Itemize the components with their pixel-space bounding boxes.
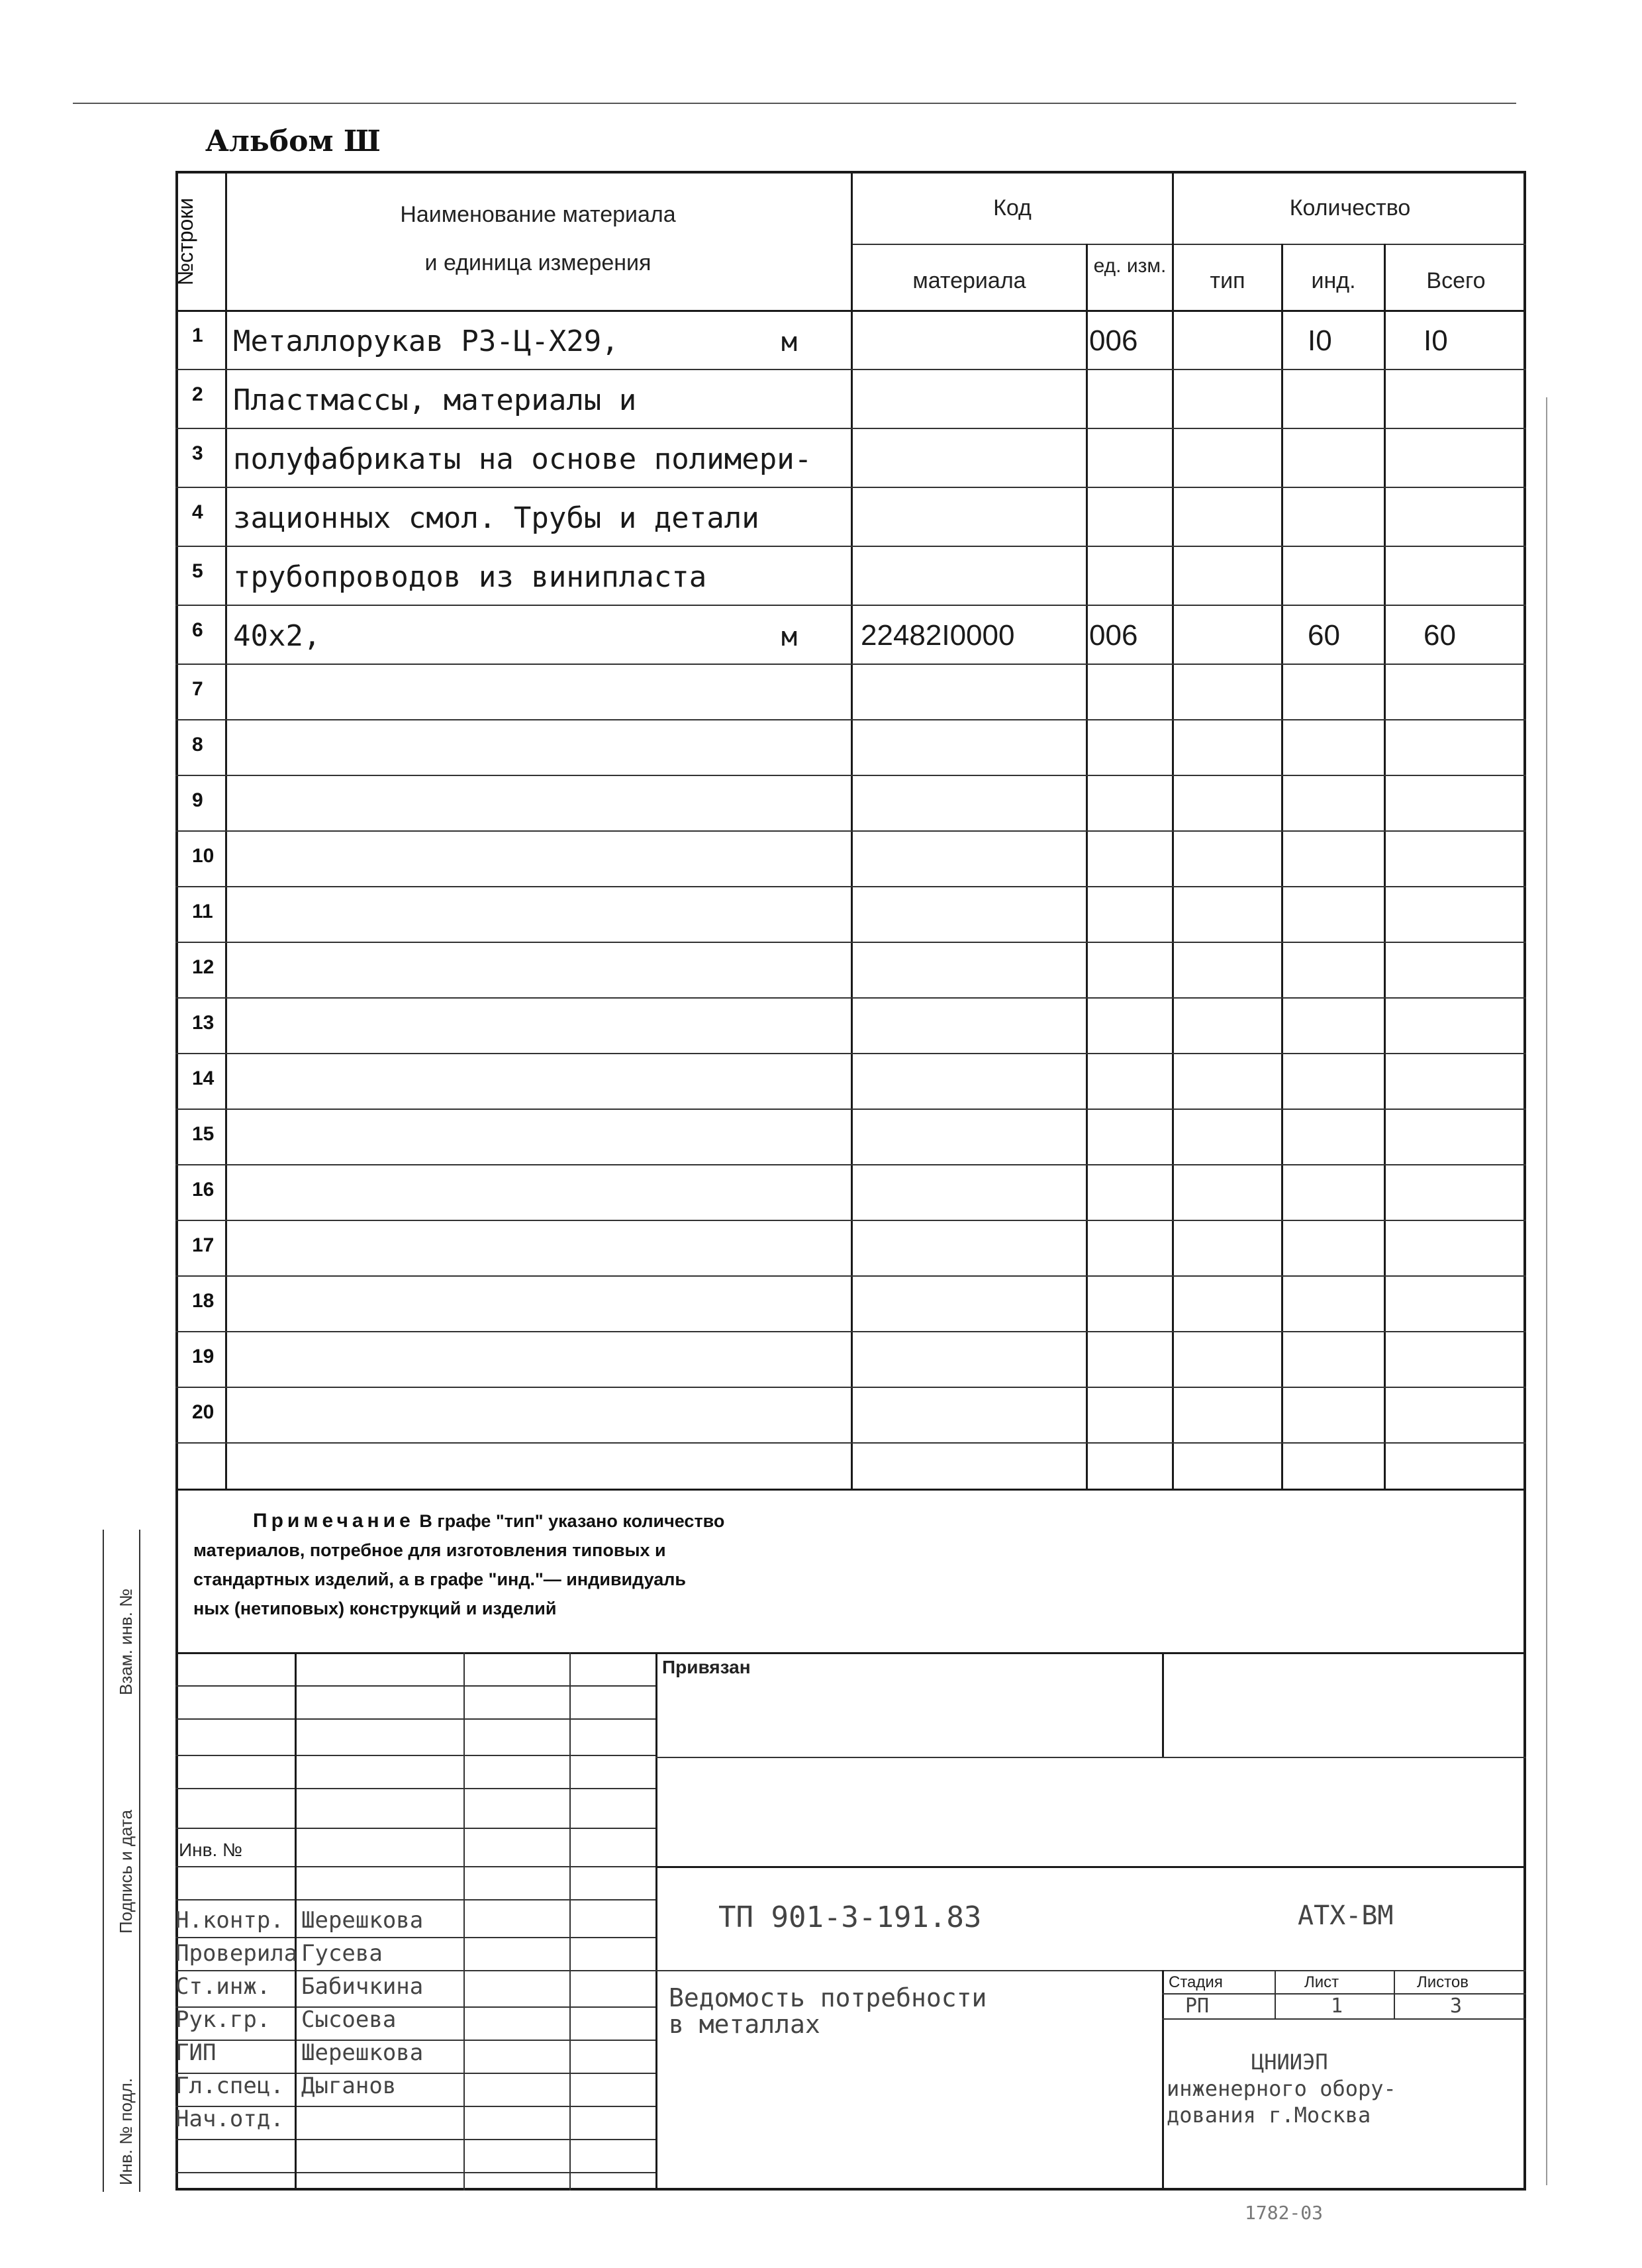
row-divider bbox=[175, 1164, 1526, 1165]
scan-edge-right bbox=[1546, 397, 1547, 2185]
unit-code: 006 bbox=[1089, 619, 1138, 652]
row-divider bbox=[175, 1442, 1526, 1444]
header-code-unit: ед. изм. bbox=[1093, 255, 1167, 277]
row-divider bbox=[175, 886, 1526, 887]
row-number: 16 bbox=[192, 1179, 215, 1201]
row-number: 5 bbox=[192, 560, 203, 582]
row-number: 10 bbox=[192, 845, 215, 867]
unit-of-measure: м bbox=[781, 622, 798, 652]
header-mid-line bbox=[853, 244, 1526, 245]
note-line4: ных (нетиповых) конструкций и изделий bbox=[193, 1599, 557, 1618]
sidebar-line-1 bbox=[103, 1530, 104, 2192]
project-code: ТП 901-3-191.83 bbox=[718, 1900, 982, 1934]
album-title: Альбом Ш bbox=[205, 124, 381, 158]
org-line2: инженерного обору- bbox=[1167, 2076, 1396, 2101]
privyazan-label: Привязан bbox=[662, 1657, 751, 1677]
row-divider bbox=[175, 546, 1526, 547]
sheets-value: 3 bbox=[1450, 1995, 1463, 2018]
signature-row-line bbox=[175, 1685, 655, 1687]
row-divider bbox=[175, 942, 1526, 943]
sig-vline-3 bbox=[569, 1652, 571, 2191]
bottom-number: 1782-03 bbox=[1245, 2202, 1324, 2224]
doc-title-line1: Ведомость потребности bbox=[669, 1983, 987, 2012]
signature-role: Рук.гр. bbox=[175, 2006, 271, 2033]
row-divider bbox=[175, 1387, 1526, 1388]
material-name: Пластмассы, материалы и bbox=[233, 383, 637, 417]
signature-row-line bbox=[175, 2139, 655, 2140]
row-divider bbox=[175, 1220, 1526, 1221]
sidebar-label-2: Подпись и дата bbox=[116, 1809, 136, 1934]
qty-ind: 60 bbox=[1308, 619, 1340, 652]
qty-total: 60 bbox=[1424, 619, 1456, 652]
row-number: 6 bbox=[192, 619, 203, 641]
header-name-line2: и единица измерения bbox=[424, 250, 652, 275]
row-divider bbox=[175, 428, 1526, 429]
row-number: 9 bbox=[192, 789, 203, 811]
col-line-code bbox=[1086, 244, 1088, 1489]
row-divider bbox=[175, 775, 1526, 776]
note-line2: материалов, потребное для изготовления типовых и bbox=[193, 1540, 666, 1560]
signature-name: Гусева bbox=[301, 1940, 383, 1967]
row-divider bbox=[175, 1053, 1526, 1054]
tb-line-stage-hdr bbox=[1162, 1993, 1526, 1995]
tb-vline-sheet bbox=[1275, 1970, 1276, 2018]
row-divider bbox=[175, 1109, 1526, 1110]
header-qty-ind: инд. bbox=[1311, 268, 1356, 293]
signature-name: Бабичкина bbox=[301, 1973, 424, 2000]
material-name: трубопроводов из винипласта bbox=[233, 560, 707, 594]
row-number: 15 bbox=[192, 1123, 215, 1145]
qty-ind: I0 bbox=[1308, 324, 1332, 357]
signature-role: ГИП bbox=[175, 2040, 217, 2066]
org-line1: ЦНИИЭП bbox=[1251, 2049, 1328, 2075]
row-number: 4 bbox=[192, 501, 203, 523]
signature-row-line bbox=[175, 1937, 655, 1938]
note-line1: В графе "тип" указано количество bbox=[419, 1511, 725, 1531]
tb-line-2 bbox=[655, 1866, 1526, 1868]
signature-role: Нач.отд. bbox=[175, 2106, 284, 2132]
note-title: Примечание bbox=[253, 1510, 414, 1532]
sheet-label: Лист bbox=[1304, 1973, 1339, 1991]
scan-edge-line bbox=[73, 103, 1516, 104]
col-line-ind bbox=[1384, 244, 1386, 1489]
row-number: 1 bbox=[192, 324, 203, 346]
row-divider bbox=[175, 997, 1526, 999]
sidebar-line-2 bbox=[139, 1530, 140, 2192]
header-code-material: материала bbox=[912, 268, 1026, 293]
tb-vline-sheets bbox=[1394, 1970, 1395, 2018]
titleblock-top-line bbox=[175, 1652, 1526, 1654]
doc-title-line2: в металлах bbox=[669, 2010, 820, 2039]
row-number: 2 bbox=[192, 383, 203, 405]
signature-name: Сысоева bbox=[301, 2006, 397, 2033]
row-number: 20 bbox=[192, 1401, 215, 1423]
signature-row-line bbox=[175, 1970, 655, 1971]
sheet-code: АТХ-ВМ bbox=[1298, 1900, 1394, 1931]
row-number: 17 bbox=[192, 1234, 215, 1256]
unit-code: 006 bbox=[1089, 324, 1138, 357]
signature-row-line bbox=[175, 1828, 655, 1829]
row-number: 3 bbox=[192, 442, 203, 464]
signature-row-line bbox=[175, 1718, 655, 1720]
row-divider bbox=[175, 1275, 1526, 1277]
note-line3: стандартных изделий, а в графе "инд."— индивидуаль bbox=[193, 1569, 687, 1589]
sig-vline-2 bbox=[463, 1652, 465, 2191]
note-block bbox=[193, 1506, 988, 1623]
row-number: 11 bbox=[192, 901, 213, 922]
col-line-type bbox=[1281, 244, 1283, 1489]
signature-name: Дыганов bbox=[301, 2073, 397, 2099]
sig-vline-1 bbox=[295, 1652, 297, 2191]
tb-vline-stage bbox=[1162, 1970, 1164, 2191]
sheet-value: 1 bbox=[1331, 1995, 1343, 2018]
signature-row-line bbox=[175, 1866, 655, 1867]
signature-row-line bbox=[175, 1899, 655, 1900]
stage-label: Стадия bbox=[1169, 1973, 1223, 1991]
signature-role: Гл.спец. bbox=[175, 2073, 284, 2099]
material-name: Металлорукав РЗ-Ц-Х29, bbox=[233, 324, 619, 358]
header-name-line1: Наименование материала bbox=[400, 202, 676, 227]
header-qty-total: Всего bbox=[1426, 268, 1486, 293]
row-divider bbox=[175, 1331, 1526, 1332]
row-number: 13 bbox=[192, 1012, 215, 1034]
sidebar-label-3: Инв. № подл. bbox=[116, 2078, 136, 2185]
header-quantity: Количество bbox=[1289, 195, 1411, 221]
row-divider bbox=[175, 719, 1526, 720]
tb-line-3 bbox=[655, 1970, 1526, 1971]
material-name: зационных смол. Трубы и детали bbox=[233, 501, 759, 535]
row-number: 19 bbox=[192, 1346, 215, 1367]
material-name: 40х2, bbox=[233, 619, 321, 653]
tb-vline-privyazan bbox=[1162, 1652, 1164, 1758]
header-qty-type: тип bbox=[1210, 268, 1245, 293]
tb-line-1 bbox=[655, 1757, 1526, 1758]
row-number: 8 bbox=[192, 734, 203, 756]
header-row-number: №строки bbox=[173, 197, 197, 286]
signature-role: Н.контр. bbox=[175, 1907, 284, 1934]
signature-row-line bbox=[175, 1788, 655, 1789]
qty-total: I0 bbox=[1424, 324, 1448, 357]
signature-name: Шерешкова bbox=[301, 1907, 424, 1934]
signature-row-line bbox=[175, 1755, 655, 1756]
inv-no-label: Инв. № bbox=[179, 1840, 243, 1860]
row-number: 18 bbox=[192, 1290, 215, 1312]
row-divider bbox=[175, 664, 1526, 665]
tb-line-stage-val bbox=[1162, 2018, 1526, 2020]
tb-vline-main bbox=[655, 1652, 657, 2191]
header-code: Код bbox=[993, 195, 1032, 221]
row-divider bbox=[175, 369, 1526, 370]
material-name: полуфабрикаты на основе полимери- bbox=[233, 442, 812, 476]
row-number: 7 bbox=[192, 678, 203, 700]
org-line3: дования г.Москва bbox=[1167, 2102, 1371, 2128]
sidebar-label-1: Взам. инв. № bbox=[116, 1588, 136, 1695]
row-number: 14 bbox=[192, 1067, 215, 1089]
row-divider bbox=[175, 487, 1526, 488]
row-number: 12 bbox=[192, 956, 215, 978]
stage-value: РП bbox=[1185, 1995, 1210, 2018]
material-code: 22482I0000 bbox=[861, 619, 1015, 652]
table-bottom-line bbox=[175, 1489, 1526, 1491]
unit-of-measure: м bbox=[781, 327, 798, 358]
signature-row-line bbox=[175, 2172, 655, 2173]
signature-role: Ст.инж. bbox=[175, 1973, 271, 2000]
signature-name: Шерешкова bbox=[301, 2040, 424, 2066]
row-divider bbox=[175, 830, 1526, 832]
sheets-label: Листов bbox=[1417, 1973, 1469, 1991]
signature-role: Проверила bbox=[175, 1940, 298, 1967]
row-divider bbox=[175, 605, 1526, 606]
